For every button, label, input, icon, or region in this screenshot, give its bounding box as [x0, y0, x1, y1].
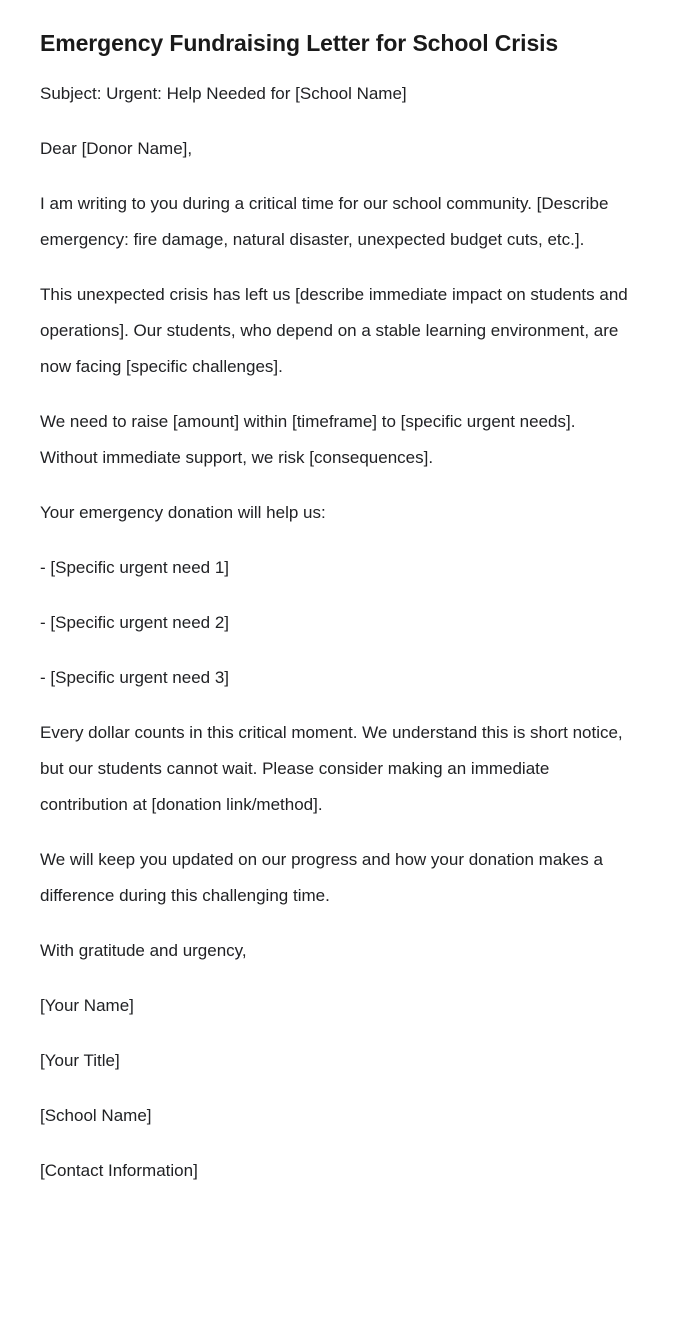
- body-paragraph-3: We need to raise [amount] within [timeframe] to [specific urgent needs]. Without immediate support, we risk [consequences].: [40, 412, 576, 467]
- signature-your-name: [Your Name]: [40, 996, 134, 1015]
- sign-off: With gratitude and urgency,: [40, 941, 247, 960]
- list-item: - [Specific urgent need 3]: [40, 668, 230, 687]
- list-item: - [Specific urgent need 2]: [40, 613, 230, 632]
- list-item: - [Specific urgent need 1]: [40, 558, 230, 577]
- signature-school-name: [School Name]: [40, 1106, 152, 1125]
- closing-paragraph-1: Every dollar counts in this critical moment. We understand this is short notice, but our students cannot wait. Please consider making an immediate contribution at [donation link/method].: [40, 723, 623, 814]
- signature-contact-information: [Contact Information]: [40, 1161, 198, 1180]
- closing-paragraph-2: We will keep you updated on our progress and how your donation makes a difference during this challenging time.: [40, 850, 603, 905]
- salutation: Dear [Donor Name],: [40, 139, 193, 158]
- body-paragraph-1: I am writing to you during a critical time for our school community. [Describe emergency: fire damage, natural disaster, unexpected budget cuts, etc.].: [40, 194, 609, 249]
- subject-line: Subject: Urgent: Help Needed for [School Name]: [40, 84, 407, 103]
- page-title: Emergency Fundraising Letter for School Crisis: [40, 30, 559, 56]
- list-intro: Your emergency donation will help us:: [40, 503, 326, 522]
- signature-your-title: [Your Title]: [40, 1051, 120, 1070]
- body-paragraph-2: This unexpected crisis has left us [describe immediate impact on students and operations]. Our students, who depend on a stable learning environment, are now facing [specific challenges].: [40, 285, 628, 376]
